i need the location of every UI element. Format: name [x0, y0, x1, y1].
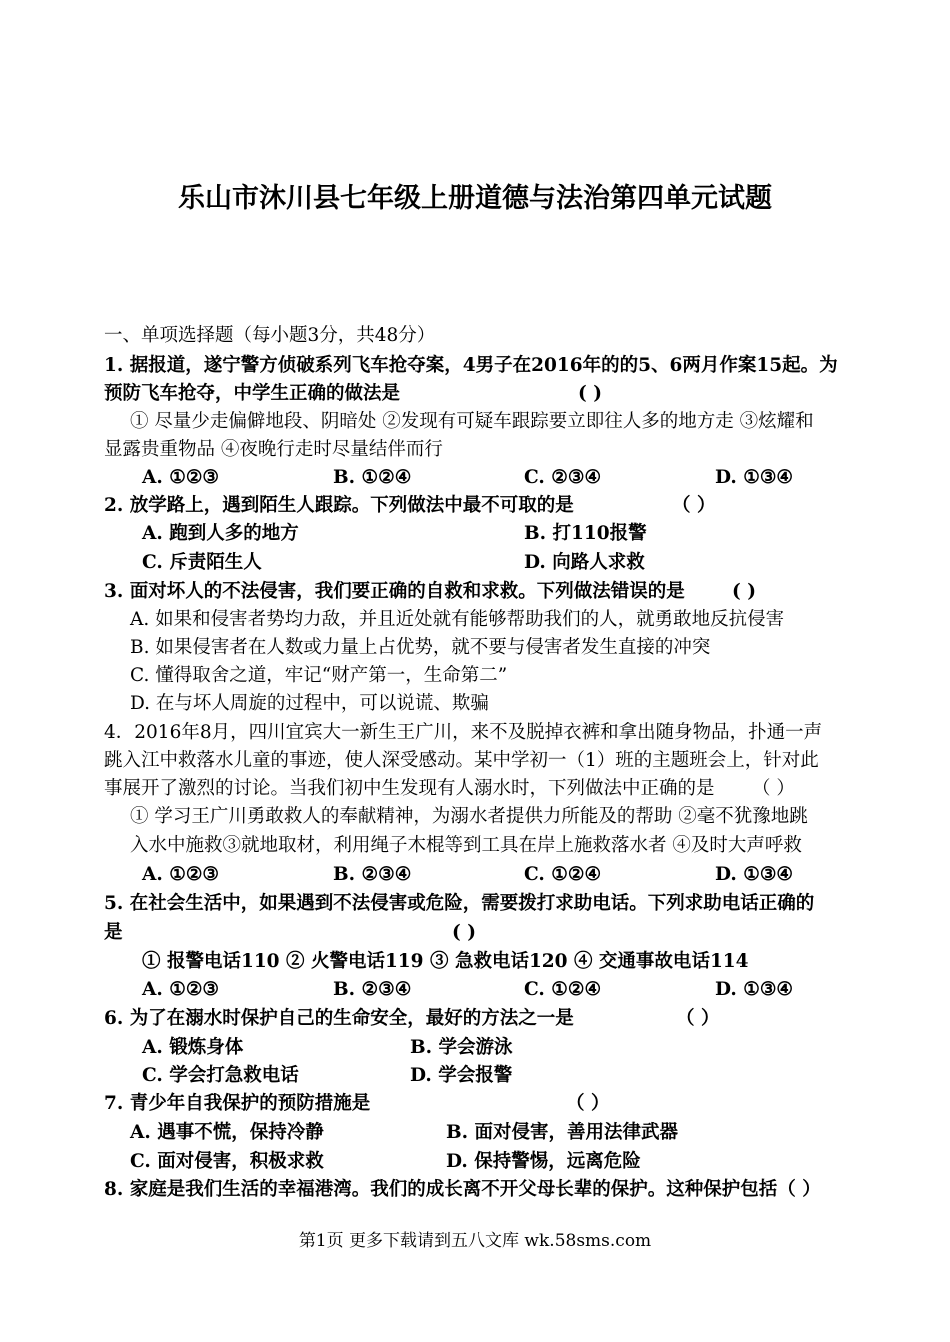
q5-statements: ① 报警电话110 ② 火警电话119 ③ 急救电话120 ④ 交通事故电话114 — [142, 951, 749, 972]
q4-line3: 事展开了激烈的讨论。当我们初中生发现有人溺水时，下列做法中正确的是 — [104, 778, 715, 799]
q6-option-d: D. 学会报警 — [410, 1065, 513, 1086]
q1-line2: 预防飞车抢夺，中学生正确的做法是 — [104, 383, 401, 404]
q6-option-c: C. 学会打急救电话 — [142, 1065, 299, 1086]
q4-option-a: A. ①②③ — [142, 864, 219, 885]
q5-line2: 是 — [104, 922, 123, 943]
q4-option-c: C. ①②④ — [524, 864, 602, 885]
page-footer: 第1页 更多下载请到五八文库 wk.58sms.com — [298, 1231, 652, 1251]
q2-text: 2. 放学路上，遇到陌生人跟踪。下列做法中最不可取的是 — [104, 495, 574, 516]
q5-option-c: C. ①②④ — [524, 979, 602, 1000]
section-heading: 一、单项选择题（每小题3分，共48分） — [104, 325, 436, 346]
q2-option-a: A. 跑到人多的地方 — [142, 523, 299, 544]
q4-line2: 跳入江中救落水儿童的事迹，使人深受感动。某中学初一（1）班的主题班会上，针对此 — [104, 750, 819, 771]
q2-option-b: B. 打110报警 — [524, 523, 647, 544]
q2-option-c: C. 斥责陌生人 — [142, 552, 262, 573]
q4-line1: 4．2016年8月，四川宜宾大一新生王广川，来不及脱掉衣裤和拿出随身物品，扑通一声 — [104, 722, 823, 743]
q8-text: 8. 家庭是我们生活的幸福港湾。我们的成长离不开父母长辈的保护。这种保护包括（ ） — [104, 1179, 821, 1200]
q7-option-d: D. 保持警惕，远离危险 — [446, 1151, 641, 1172]
q1-option-d: D. ①③④ — [715, 467, 794, 488]
q2-bracket: （ ） — [672, 495, 716, 516]
q4-option-d: D. ①③④ — [715, 864, 794, 885]
q2-option-d: D. 向路人求救 — [524, 552, 645, 573]
q3-option-b: B. 如果侵害者在人数或力量上占优势，就不要与侵害者发生直接的冲突 — [130, 637, 711, 658]
q3-bracket: ( ) — [732, 581, 756, 602]
q1-statements-1: ① 尽量少走偏僻地段、阴暗处 ②发现有可疑车跟踪要立即往人多的地方走 ③炫耀和 — [130, 411, 814, 432]
q7-bracket: （ ） — [566, 1093, 610, 1114]
q6-bracket: （ ） — [676, 1008, 720, 1029]
page-title: 乐山市沐川县七年级上册道德与法治第四单元试题 — [178, 183, 772, 214]
q5-option-d: D. ①③④ — [715, 979, 794, 1000]
q1-statements-2: 显露贵重物品 ④夜晚行走时尽量结伴而行 — [104, 439, 443, 460]
q5-line1: 5. 在社会生活中，如果遇到不法侵害或危险，需要拨打求助电话。下列求助电话正确的 — [104, 893, 815, 914]
q1-option-a: A. ①②③ — [142, 467, 219, 488]
q6-option-a: A. 锻炼身体 — [142, 1037, 244, 1058]
q4-option-b: B. ②③④ — [333, 864, 412, 885]
q3-option-c: C. 懂得取舍之道，牢记“财产第一，生命第二” — [130, 665, 508, 686]
q5-option-a: A. ①②③ — [142, 979, 219, 1000]
q3-text: 3. 面对坏人的不法侵害，我们要正确的自救和求救。下列做法错误的是 — [104, 581, 685, 602]
q1-option-c: C. ②③④ — [524, 467, 602, 488]
q1-option-b: B. ①②④ — [333, 467, 412, 488]
q1-bracket: ( ) — [578, 383, 602, 404]
q7-option-c: C. 面对侵害，积极求救 — [130, 1151, 324, 1172]
q3-option-d: D. 在与坏人周旋的过程中，可以说谎、欺骗 — [130, 693, 489, 714]
q7-text: 7. 青少年自我保护的预防措施是 — [104, 1093, 371, 1114]
q4-statements-1: ① 学习王广川勇敢救人的奉献精神，为溺水者提供力所能及的帮助 ②毫不犹豫地跳 — [130, 806, 808, 827]
q5-option-b: B. ②③④ — [333, 979, 412, 1000]
q7-option-a: A. 遇事不慌，保持冷静 — [130, 1122, 324, 1143]
q6-text: 6. 为了在溺水时保护自己的生命安全，最好的方法之一是 — [104, 1008, 574, 1029]
q4-statements-2: 入水中施救③就地取材，利用绳子木棍等到工具在岸上施救落水者 ④及时大声呼救 — [130, 835, 802, 856]
q3-option-a: A. 如果和侵害者势均力敌，并且近处就有能够帮助我们的人，就勇敢地反抗侵害 — [130, 609, 785, 630]
q7-option-b: B. 面对侵害，善用法律武器 — [446, 1122, 679, 1143]
q6-option-b: B. 学会游泳 — [410, 1037, 513, 1058]
q5-bracket: ( ) — [452, 922, 476, 943]
q1-line1: 1. 据报道，遂宁警方侦破系列飞车抢夺案，4男子在2016年的的5、6两月作案15起。为 — [104, 355, 838, 376]
q4-bracket: （ ） — [752, 778, 795, 799]
